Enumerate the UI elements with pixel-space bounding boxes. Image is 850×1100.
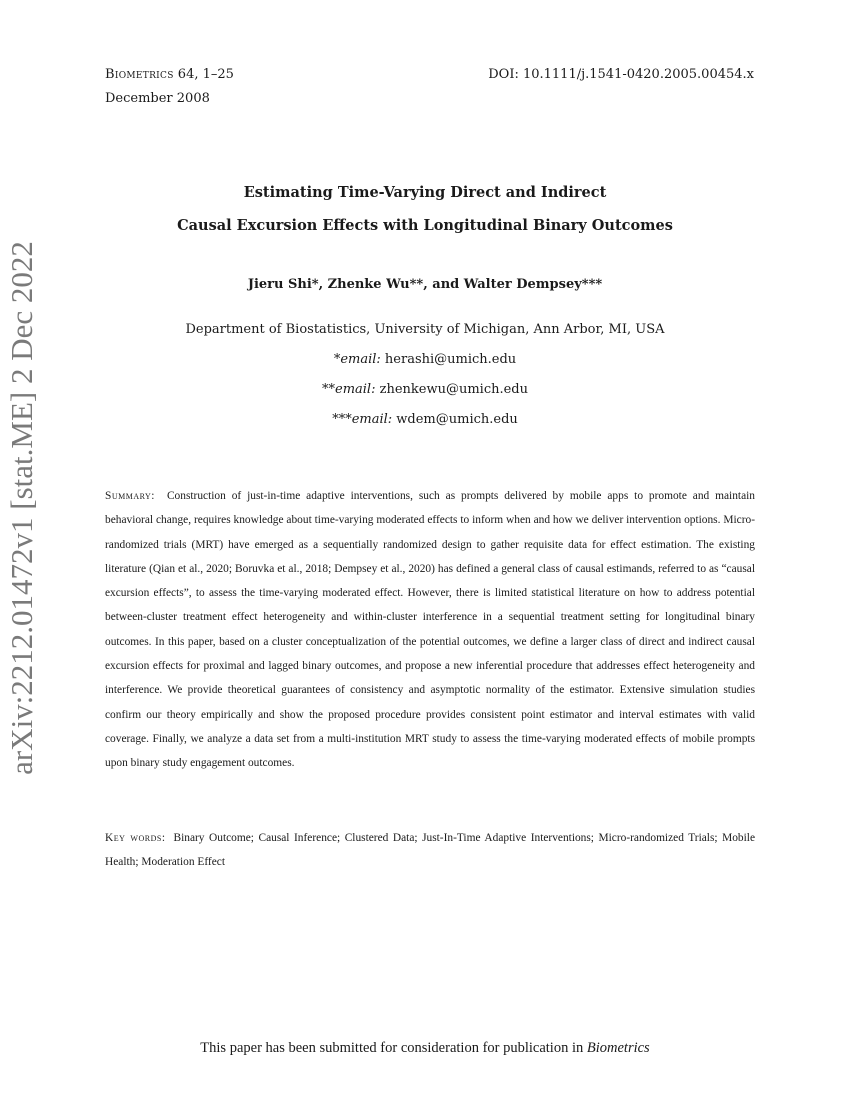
email-line: ***email: wdem@umich.edu [332,412,518,427]
journal-name: Biometrics [105,67,174,82]
submission-note: This paper has been submitted for consideration for publication in Biometrics [200,1040,650,1056]
email-address: herashi@umich.edu [380,352,517,367]
affiliation-block [0,315,850,435]
arxiv-identifier: arXiv:2212.01472v1 [stat.ME] 2 Dec 2022 [4,241,39,775]
paper-title [0,176,850,242]
email-address: wdem@umich.edu [392,412,518,427]
affiliation: Department of Biostatistics, University of Michigan, Ann Arbor, MI, USA [185,322,665,337]
email-line: *email: herashi@umich.edu [333,352,517,367]
email-line: **email: zhenkewu@umich.edu [322,382,528,397]
journal-volume-line [105,63,234,87]
email-address: zhenkewu@umich.edu [375,382,528,397]
keywords-heading: Key words: [105,832,166,844]
footer-journal: Biometrics [586,1040,650,1056]
volume-pages: 64, 1–25 [173,67,234,82]
abstract-heading: Summary: [105,490,155,502]
abstract [105,484,755,776]
journal-header [105,63,234,111]
abstract-text: Construction of just-in-time adaptive interventions, such as prompts delivered by mobile apps to promote and maintain behavioral change, requires knowledge about time-varying moderated effects to inform when and how we deliver intervention options. Micro-randomized trials (MRT) have emerged as a sequentially randomized design to gather requisite data for effect estimation. The existing literature (Qian et al., 2020; Boruvka et al., 2018; Dempsey et al., 2020) has defined a general class of causal estimands, referred to as “causal excursion effects”, to assess the time-varying moderated effect. However, there is limited statistical literature on how to address potential between-cluster treatment effect heterogeneity and within-cluster interference in a sequential treatment setting for longitudinal binary outcomes. In this paper, based on a cluster conceptualization of the potential outcomes, we define a larger class of direct and indirect causal excursion effects for proximal and lagged binary outcomes, and propose a new inferential procedure that addresses effect heterogeneity and interference. We provide theoretical guarantees of consistency and asymptotic normality of the estimator. Extensive simulation studies confirm our theory empirically and show the proposed procedure provides consistent point estimator and interval estimates with valid coverage. Finally, we analyze a data set from a multi-institution MRT study to assess the time-varying moderated effects of mobile prompts upon binary study engagement outcomes. [105,490,755,770]
title-line-1: Estimating Time-Varying Direct and Indirect [243,184,607,201]
keywords-text: Binary Outcome; Causal Inference; Clustered Data; Just-In-Time Adaptive Interventions; Micro-randomized Trials; Mobile Health; Moderation Effect [105,832,755,869]
author-list: Jieru Shi*, Zhenke Wu**, and Walter Dempsey*** [247,277,603,292]
title-line-2: Causal Excursion Effects with Longitudinal Binary Outcomes [177,217,673,234]
keywords [105,826,755,875]
doi: DOI: 10.1111/j.1541-0420.2005.00454.x [488,67,754,82]
issue-date: December 2008 [105,91,210,106]
